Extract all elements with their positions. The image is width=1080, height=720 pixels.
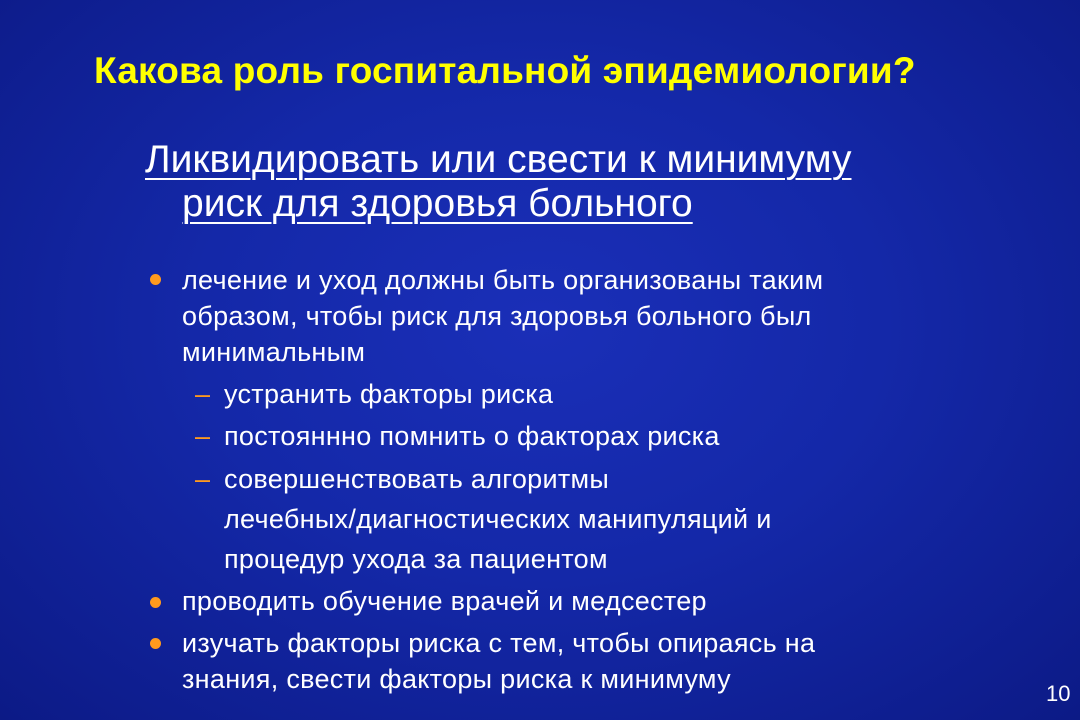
subtitle-line-2: риск для здоровья больного: [182, 182, 693, 225]
slide-title: Какова роль госпитальной эпидемиологии?: [94, 50, 916, 91]
page-number: 10: [1046, 681, 1071, 706]
bullet-3-line-2: знания, свести факторы риска к минимуму: [182, 664, 731, 694]
sub-bullet-item-2: [224, 416, 984, 456]
sub-bullet-1-line-1: устранить факторы риска: [224, 379, 554, 409]
slide-subtitle: [145, 138, 965, 226]
sub-bullet-dash: –: [195, 464, 211, 494]
bullet-2-line-1: проводить обучение врачей и медсестер: [182, 586, 707, 616]
bullet-item-1: [182, 262, 982, 370]
bullet-item-3: [182, 625, 982, 697]
sub-bullet-dash: –: [195, 421, 211, 451]
bullet-marker: [150, 597, 161, 608]
bullet-3-line-1: изучать факторы риска с тем, чтобы опираясь на: [182, 628, 816, 658]
sub-bullet-2-line-1: постояннно помнить о факторах риска: [224, 421, 720, 451]
bullet-marker: [150, 274, 161, 285]
bullet-item-2: [182, 583, 982, 619]
sub-bullet-3-line-2: лечебных/диагностических манипуляций и: [224, 504, 772, 534]
bullet-marker: [150, 638, 161, 649]
bullet-1-line-3: минимальным: [182, 337, 366, 367]
sub-bullet-3-line-1: совершенствовать алгоритмы: [224, 464, 610, 494]
sub-bullet-item-3: [224, 459, 984, 579]
sub-bullet-item-1: [224, 374, 984, 414]
bullet-1-line-1: лечение и уход должны быть организованы таким: [182, 265, 824, 295]
sub-bullet-dash: –: [195, 379, 211, 409]
sub-bullet-3-line-3: процедур ухода за пациентом: [224, 544, 608, 574]
bullet-1-line-2: образом, чтобы риск для здоровья больного был: [182, 301, 812, 331]
subtitle-line-1: Ликвидировать или свести к минимуму: [145, 138, 852, 181]
